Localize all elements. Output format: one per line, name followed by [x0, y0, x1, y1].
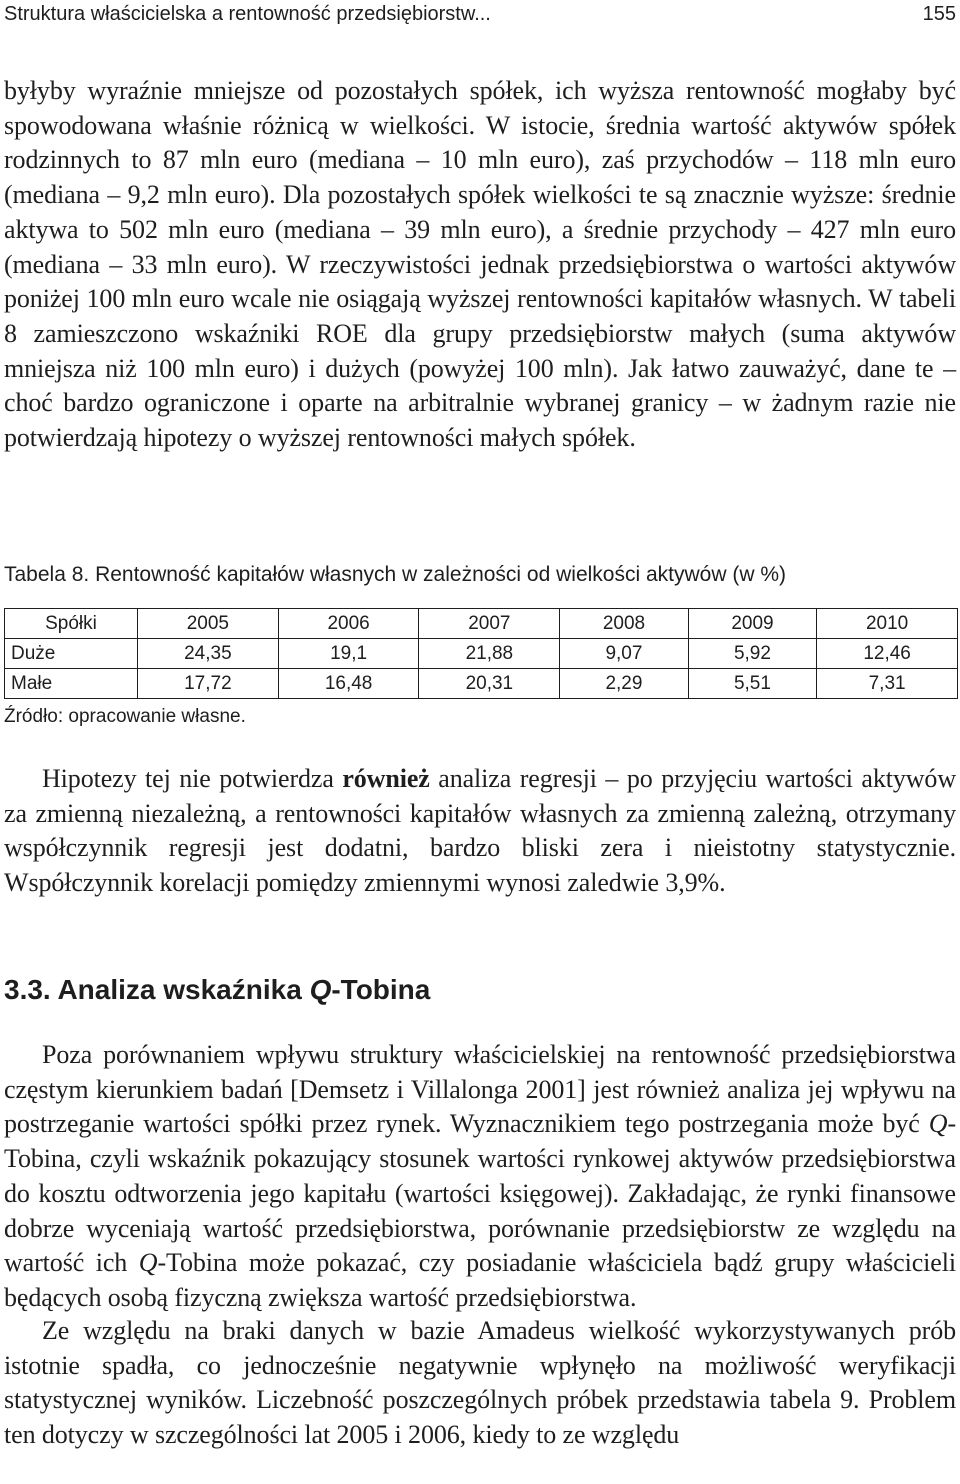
roe-table	[4, 608, 958, 699]
paragraph-2-text-a: Hipotezy tej nie potwierdza	[42, 764, 343, 793]
paragraph-3-q-italic: Q	[138, 1248, 158, 1278]
table-cell: 9,07	[560, 639, 689, 669]
table-cell: 12,46	[817, 639, 958, 669]
page-number: 155	[922, 3, 956, 25]
paragraph-3	[4, 1038, 956, 1316]
table-cell: 16,48	[278, 669, 419, 699]
paragraph-2-bold-word: również	[342, 764, 430, 793]
paragraph-4: Ze względu na braki danych w bazie Amadeus wielkość wykorzystywanych prób istotnie spadła, co jednocześnie negatywnie wpłynęło na możliwość weryfikacji statystycznej wyników. Liczebność poszczególnych próbek przedstawia tabela 9. Problem ten dotyczy w szczególności lat 2005 i 2006, kiedy to ze względu	[4, 1316, 956, 1450]
section-heading-text: 3.3. Analiza wskaźnika	[4, 974, 310, 1005]
paragraph-2-text-b: analiza regresji – po przyjęciu wartości aktywów za zmienną niezależną, a rentowności kapitałów własnych za zmienną zależną, otrzymany współczynnik regresji jest dodatni, bardzo bliski zera i nieistotny statystycznie. Współczynnik korelacji pomiędzy zmiennymi wynosi zaledwie 3,9%.	[4, 764, 956, 898]
col-header-2008: 2008	[560, 609, 689, 639]
paragraph-3-text-b: -Tobina, czyli wskaźnik pokazujący stosunek wartości rynkowej aktywów przedsiębiorstwa do kosztu odtworzenia jego kapitału (wartości księgowej). Zakładając, że rynki finansowe dobrze wyceniają wartość przedsiębiorstwa, porównanie przedsiębiorstw ze względu na wartość ich	[4, 1109, 956, 1278]
table-cell: 5,92	[688, 639, 817, 669]
section-heading-q: Q	[309, 974, 332, 1005]
table-caption-text: Rentowność kapitałów własnych w zależności od wielkości aktywów (w %)	[89, 563, 786, 586]
col-header-2009: 2009	[688, 609, 817, 639]
running-header	[4, 0, 956, 30]
table-caption	[4, 560, 956, 590]
col-header-2005: 2005	[138, 609, 279, 639]
paragraph-1: byłyby wyraźnie mniejsze od pozostałych spółek, ich wyższa rentowność mogłaby być spowodowana właśnie różnicą w wielkości. W istocie, średnia wartość aktywów spółek rodzinnych to 87 mln euro (mediana – 10 mln euro), zaś przychodów – 118 mln euro (mediana – 9,2 mln euro). Dla pozostałych spółek wielkości te są znacznie wyższe: średnie aktywa to 502 mln euro (mediana – 39 mln euro), a średnie przychody – 427 mln euro (mediana – 33 mln euro). W rzeczywistości jednak przedsiębiorstwa o wartości aktywów poniżej 100 mln euro wcale nie osiągają wyższej rentowności kapitałów własnych. W tabeli 8 zamieszczono wskaźniki ROE dla grupy przedsiębiorstw małych (suma aktywów mniejsza niż 100 mln euro) i dużych (powyżej 100 mln). Jak łatwo zauważyć, dane te – choć bardzo ograniczone i oparte na arbitralnie wybranej granicy – w żadnym razie nie potwierdzają hipotezy o wyższej rentowności małych spółek.	[4, 76, 956, 453]
running-title: Struktura właścicielska a rentowność przedsiębiorstw...	[4, 3, 491, 25]
table-cell: 21,88	[419, 639, 560, 669]
col-header-companies: Spółki	[5, 609, 138, 639]
section-heading	[4, 970, 430, 1010]
table-row	[5, 639, 958, 669]
table-cell: 2,29	[560, 669, 689, 699]
col-header-2007: 2007	[419, 609, 560, 639]
table-row	[5, 669, 958, 699]
table-cell: 20,31	[419, 669, 560, 699]
table-cell: 24,35	[138, 639, 279, 669]
col-header-2006: 2006	[278, 609, 419, 639]
col-header-2010: 2010	[817, 609, 958, 639]
table-header-row	[5, 609, 958, 639]
paragraph-2	[4, 762, 956, 901]
paragraph-3-text-c: -Tobina może pokazać, czy posiadanie właściciela bądź grupy właścicieli będących osobą fizyczną zwiększa wartość przedsiębiorstwa.	[4, 1248, 956, 1312]
paragraph-3-text-a: Poza porównaniem wpływu struktury właścicielskiej na rentowność przedsiębiorstwa częstym kierunkiem badań [Demsetz i Villalonga 2001] jest również analiza jej wpływu na postrzeganie wartości spółki przez rynek. Wyznacznikiem tego postrzegania może być	[4, 1040, 956, 1139]
row-label-large: Duże	[5, 639, 138, 669]
table-caption-label: Tabela 8.	[4, 563, 90, 586]
table-cell: 17,72	[138, 669, 279, 699]
row-label-small: Małe	[5, 669, 138, 699]
table-cell: 5,51	[688, 669, 817, 699]
section-heading-suffix: -Tobina	[331, 974, 431, 1005]
table-cell: 7,31	[817, 669, 958, 699]
table-cell: 19,1	[278, 639, 419, 669]
paragraph-3-q-italic: Q	[928, 1109, 948, 1139]
table-source: Źródło: opracowanie własne.	[4, 706, 246, 727]
